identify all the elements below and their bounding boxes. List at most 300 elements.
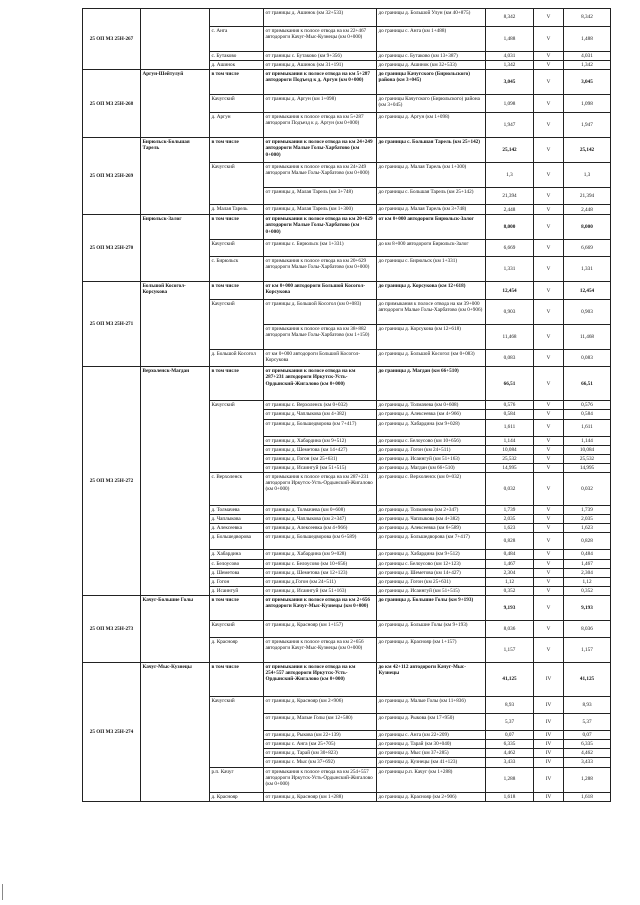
settlement-cell: д. Аргун (210, 113, 264, 138)
length-total-cell: 8,342 (564, 9, 611, 27)
segment-start-cell: от границы д.Гогон (км 24+511) (264, 577, 377, 586)
segment-end-cell: до границы д. Аргун (км 1+098) (377, 113, 486, 138)
segment-start-cell: от примыкания к полосе отвода на км 2+656 автодороги Качуг-Мыс-Кузнецы (км 0+000) (264, 596, 377, 621)
segment-start-cell: от границы д. Малые Голы (км 12+580) (264, 714, 377, 731)
settlement-cell (210, 9, 264, 27)
segment-start-cell: от примыкания к полосе отвода на км 20+629 автодороги Малые Голы-Харбатово (км 0+000) (264, 215, 377, 240)
settlement-cell: д. Малая Тарель (210, 205, 264, 215)
segment-start-cell: от границы с. Бутаково (км 9+356) (264, 52, 377, 61)
settlement-cell: р.п. Качуг (210, 767, 264, 792)
table-row (83, 282, 611, 300)
segment-start-cell: от примыкания к полосе отвода на км 5+287 автодороги Подъезд к д. Аргун (км 0+000) (264, 113, 377, 138)
road-name-cell: Качуг-Большие Голы (141, 596, 210, 663)
length-total-cell: 3,433 (564, 758, 611, 767)
length-total-cell: 6,335 (564, 740, 611, 749)
segment-start-cell: от границы с. Анга (км 25+705) (264, 740, 377, 749)
settlement-cell: д. Краснояр (210, 792, 264, 801)
settlement-cell: д. Исаингуй (210, 586, 264, 595)
segment-start-cell: от границы д. Чаплыкова (км 4+382) (264, 410, 377, 419)
length-cell: 2,304 (486, 568, 534, 577)
length-cell: 0,083 (486, 350, 534, 367)
table-row (83, 70, 611, 95)
segment-start-cell: от примыкания к полосе отвода на км 38+882 автодороги Малые Голы-Харбатово (км 1+150) (264, 325, 377, 350)
length-total-cell: 0,032 (564, 473, 611, 506)
length-cell: 2,035 (486, 515, 534, 524)
length-total-cell: 25,142 (564, 138, 611, 163)
category-cell: V (534, 524, 564, 533)
segment-start-cell: от примыкания к полосе отвода на км 24+249 автодороги Малые Голы-Харбатово (км 0+000) (264, 163, 377, 188)
settlement-cell: в том числе (210, 70, 264, 95)
length-cell: 12,454 (486, 282, 534, 300)
length-total-cell: 2,035 (564, 515, 611, 524)
length-total-cell: 8,93 (564, 697, 611, 714)
length-cell: 6,335 (486, 740, 534, 749)
length-total-cell: 0,07 (564, 731, 611, 740)
length-total-cell: 1,3 (564, 163, 611, 188)
segment-end-cell: до границы Качугского (Бирюльского) района (км 3+045) (377, 70, 486, 95)
segment-end-cell: до границы д. Рыкова (км 17+950) (377, 714, 486, 731)
document-sheet (82, 8, 610, 802)
length-total-cell: 6,669 (564, 240, 611, 257)
table-body (83, 9, 611, 802)
length-total-cell: 1,157 (564, 638, 611, 663)
length-total-cell: 8,036 (564, 621, 611, 638)
segment-start-cell: от границы д. Шеметова (км 12+123) (264, 568, 377, 577)
road-name-cell: Бирюльск-Залог (141, 215, 210, 282)
road-code-cell: 25 ОП МЗ 25Н-268 (83, 70, 141, 138)
length-cell: 8,93 (486, 697, 534, 714)
length-total-cell: 11,468 (564, 325, 611, 350)
category-cell: IV (534, 663, 564, 697)
segment-start-cell: от границы д. Гогон (км 25+631) (264, 454, 377, 463)
segment-end-cell: до границы д. Большедворова (км 7+417) (377, 533, 486, 550)
road-register-table (82, 8, 611, 802)
segment-end-cell: до границы д. Малая Тарель (км 3+748) (377, 205, 486, 215)
category-cell: IV (534, 792, 564, 801)
length-cell: 3,433 (486, 758, 534, 767)
segment-start-cell: от границы д. Алексеевка (км 4+966) (264, 524, 377, 533)
category-cell: V (534, 300, 564, 325)
length-cell: 21,394 (486, 188, 534, 205)
category-cell: V (534, 586, 564, 595)
segment-start-cell: от границы д. Краснояр (км 1+157) (264, 621, 377, 638)
segment-start-cell: от км 0+000 автодороги Большой Косогол-Корсукова (264, 350, 377, 367)
length-cell: 1,3 (486, 163, 534, 188)
length-total-cell: 1,12 (564, 577, 611, 586)
category-cell: V (534, 257, 564, 282)
length-total-cell: 1,331 (564, 257, 611, 282)
length-cell: 0,576 (486, 401, 534, 410)
length-total-cell: 12,454 (564, 282, 611, 300)
length-cell: 1,488 (486, 27, 534, 52)
category-cell: V (534, 410, 564, 419)
category-cell: IV (534, 758, 564, 767)
category-cell: V (534, 463, 564, 472)
road-name-cell (141, 9, 210, 70)
category-cell: V (534, 282, 564, 300)
length-cell: 0,903 (486, 300, 534, 325)
category-cell: V (534, 401, 564, 410)
length-cell: 5,37 (486, 714, 534, 731)
settlement-cell: в том числе (210, 663, 264, 697)
category-cell: V (534, 52, 564, 61)
segment-start-cell: от примыкания к полосе отвода на км 20+629 автодороги Малые Голы-Харбатово (км 0+000) (264, 257, 377, 282)
length-total-cell: 1,342 (564, 61, 611, 70)
category-cell: V (534, 113, 564, 138)
segment-start-cell: от границы с. Белоусово (км 10+656) (264, 559, 377, 568)
length-cell: 1,947 (486, 113, 534, 138)
category-cell: V (534, 205, 564, 215)
category-cell: IV (534, 740, 564, 749)
length-total-cell: 10,084 (564, 445, 611, 454)
length-cell: 0,032 (486, 473, 534, 506)
settlement-cell: д. Большедворова (210, 533, 264, 550)
road-name-cell: Большой Косогол-Корсукова (141, 282, 210, 367)
segment-start-cell: от границы д. Исаингуй (км 51+515) (264, 463, 377, 472)
length-cell: 1,288 (486, 767, 534, 792)
length-cell: 0,484 (486, 550, 534, 559)
scan-edge-mark (2, 884, 6, 900)
settlement-cell: Качугский (210, 621, 264, 638)
category-cell: V (534, 215, 564, 240)
segment-start-cell: от границы д. Хабардина (км 9+512) (264, 436, 377, 445)
settlement-cell: с. Бирюльск (210, 257, 264, 282)
length-total-cell: 4,462 (564, 749, 611, 758)
segment-start-cell: от примыкания к полосе отвода на км 22+467 автодороги Качуг-Мыс-Кузнецы (км 0+000) (264, 27, 377, 52)
segment-start-cell: от примыкания к полосе отвода на км 254+557 автодороги Иркутск-Усть-Ордынский-Жигалово (км 0+000) (264, 767, 377, 792)
settlement-cell: в том числе (210, 215, 264, 240)
length-cell: 8,036 (486, 621, 534, 638)
settlement-cell: в том числе (210, 596, 264, 621)
length-cell: 1,618 (486, 792, 534, 801)
segment-end-cell: до границы с. Верхоленск (км 0+032) (377, 473, 486, 506)
segment-end-cell: до границы д. Хабардина (км 9+512) (377, 550, 486, 559)
segment-end-cell: до границы д. Корсукова (км 12+618) (377, 282, 486, 300)
length-total-cell: 0,352 (564, 586, 611, 595)
length-total-cell: 5,37 (564, 714, 611, 731)
length-total-cell: 0,903 (564, 300, 611, 325)
road-code-cell: 25 ОП МЗ 25Н-273 (83, 596, 141, 663)
settlement-cell: д. Чаплыкова (210, 515, 264, 524)
segment-end-cell: до границы д. Ашинок (км 32+533) (377, 61, 486, 70)
category-cell: V (534, 27, 564, 52)
length-total-cell: 9,193 (564, 596, 611, 621)
settlement-cell: д. Алексеевка (210, 524, 264, 533)
settlement-cell: Качугский (210, 95, 264, 113)
road-code-cell: 25 ОП МЗ 25Н-274 (83, 663, 141, 802)
settlement-cell: с. Анга (210, 27, 264, 52)
road-code-cell: 25 ОП МЗ 25Н-267 (83, 9, 141, 70)
category-cell: V (534, 559, 564, 568)
category-cell: V (534, 621, 564, 638)
length-cell: 1,467 (486, 559, 534, 568)
segment-start-cell: от примыкания к полосе отвода на км 5+287 автодороги Подъезд к д. Аргун (км 0+000) (264, 70, 377, 95)
length-total-cell: 2,448 (564, 205, 611, 215)
settlement-cell: д. Толмачева (210, 506, 264, 515)
category-cell: V (534, 515, 564, 524)
segment-start-cell: от границы д. Большедворова (км 7+417) (264, 419, 377, 436)
category-cell: V (534, 419, 564, 436)
segment-start-cell: от примыкания к полосе отвода на км 287+231 автодороги Иркутск-Усть-Ордынский-Жигалово (км 0+000) (264, 367, 377, 401)
segment-end-cell: до границы д. Хабардина (км 9+028) (377, 419, 486, 436)
settlement-cell: Качугский (210, 401, 264, 473)
category-cell: IV (534, 714, 564, 731)
length-cell: 9,193 (486, 596, 534, 621)
segment-start-cell: от границы д. Толмачева (км 0+608) (264, 506, 377, 515)
segment-start-cell: от границы д. Малая Тарель (км 3+748) (264, 188, 377, 205)
segment-end-cell: до границы д. Большие Голы (км 9+193) (377, 596, 486, 621)
length-cell: 41,125 (486, 663, 534, 697)
road-code-cell: 25 ОП МЗ 25Н-271 (83, 282, 141, 367)
segment-end-cell: до границы д. Чаплыкова (км 4+382) (377, 515, 486, 524)
segment-start-cell: от примыкания к полосе отвода на км 287+231 автодороги Иркутск-Усть-Ордынский-Жигалово (км 0+000) (264, 473, 377, 506)
segment-end-cell: до границы д. Исаингуй (км 51+515) (377, 586, 486, 595)
settlement-cell: в том числе (210, 282, 264, 300)
category-cell: IV (534, 697, 564, 714)
segment-start-cell: от границы д. Аргун (км 1+098) (264, 95, 377, 113)
category-cell: V (534, 550, 564, 559)
segment-end-cell: до границы д. Шеметова (км 14+427) (377, 568, 486, 577)
length-total-cell: 1,098 (564, 95, 611, 113)
length-cell: 1,342 (486, 61, 534, 70)
length-total-cell: 0,484 (564, 550, 611, 559)
segment-start-cell: от границы д. Ашинок (км 32+533) (264, 9, 377, 27)
category-cell: V (534, 70, 564, 95)
length-total-cell: 1,618 (564, 792, 611, 801)
category-cell: IV (534, 731, 564, 740)
segment-end-cell: до границы д. Малая Тарель (км 1+300) (377, 163, 486, 188)
road-code-cell: 25 ОП МЗ 25Н-270 (83, 215, 141, 282)
length-cell: 10,084 (486, 445, 534, 454)
segment-end-cell: до границы с. Большая Тарель (км 25+142) (377, 188, 486, 205)
length-total-cell: 1,623 (564, 524, 611, 533)
segment-end-cell: до границы с. Анга (км 1+488) (377, 27, 486, 52)
segment-start-cell: от примыкания к полосе отвода на км 24+249 автодороги Малые Голы-Харбатово (км 0+000) (264, 138, 377, 163)
segment-start-cell: от границы д. Краснояр (км 1+288) (264, 792, 377, 801)
length-total-cell: 4,031 (564, 52, 611, 61)
segment-start-cell: от границы д. Исаингуй (км 51+163) (264, 586, 377, 595)
settlement-cell: в том числе (210, 367, 264, 401)
segment-start-cell: от границы д. Хабардина (км 9+028) (264, 550, 377, 559)
segment-start-cell: от примыкания к полосе отвода на км 2+656 автодороги Качуг-Мыс-Кузнецы (км 0+000) (264, 638, 377, 663)
table-row (83, 138, 611, 163)
length-total-cell: 0,083 (564, 350, 611, 367)
length-cell: 0,352 (486, 586, 534, 595)
segment-start-cell: от границы с. Верхоленск (км 0+032) (264, 401, 377, 410)
category-cell: V (534, 95, 564, 113)
segment-end-cell: до примыкания к полосе отвода на км 39+000 автодороги Малые Голы-Харбатово (км 0+906) (377, 300, 486, 325)
road-name-cell: Качуг-Мыс-Кузнецы (141, 663, 210, 802)
category-cell: V (534, 638, 564, 663)
table-row (83, 215, 611, 240)
category-cell: V (534, 240, 564, 257)
road-code-cell: 25 ОП МЗ 25Н-272 (83, 367, 141, 596)
category-cell: V (534, 568, 564, 577)
category-cell: V (534, 577, 564, 586)
length-cell: 3,045 (486, 70, 534, 95)
segment-end-cell: до границы р.п. Качуг (км 1+288) (377, 767, 486, 792)
segment-end-cell: до границы д. Кузнецы (км 41+123) (377, 758, 486, 767)
segment-start-cell: от границы д. Чаплыкова (км 2+347) (264, 515, 377, 524)
segment-end-cell: до границы д. Алексеевка (км 6+589) (377, 524, 486, 533)
settlement-cell: с. Бутаково (210, 52, 264, 61)
length-total-cell: 1,144 (564, 436, 611, 445)
segment-start-cell: от границы с. Мыс (км 37+692) (264, 758, 377, 767)
segment-start-cell: от границы д. Малая Тарель (км 1+300) (264, 205, 377, 215)
length-total-cell: 1,488 (564, 27, 611, 52)
category-cell: V (534, 61, 564, 70)
road-name-cell: Верхоленск-Магдан (141, 367, 210, 596)
segment-start-cell: от границы д. Рыкова (км 22+139) (264, 731, 377, 740)
length-total-cell: 0,584 (564, 410, 611, 419)
category-cell: V (534, 506, 564, 515)
settlement-cell: д. Хабардина (210, 550, 264, 559)
length-cell: 14,995 (486, 463, 534, 472)
length-total-cell: 21,394 (564, 188, 611, 205)
length-cell: 66,51 (486, 367, 534, 401)
length-cell: 1,611 (486, 419, 534, 436)
segment-end-cell: от км 0+000 автодороги Бирюльск-Залог (377, 215, 486, 240)
settlement-cell: д. Гогон (210, 577, 264, 586)
length-cell: 0,828 (486, 533, 534, 550)
category-cell: IV (534, 749, 564, 758)
segment-start-cell: от примыкания к полосе отвода на км 254+557 автодороги Иркутск-Усть-Ордынский-Жигалово (км 0+000) (264, 663, 377, 697)
road-code-cell: 25 ОП МЗ 25Н-269 (83, 138, 141, 215)
segment-end-cell: до границы д. Мыс (км 37+285) (377, 749, 486, 758)
segment-end-cell: до км 42+112 автодороги Качуг-Мыс-Кузнецы (377, 663, 486, 697)
segment-end-cell: до границы с. Бутаково (км 13+387) (377, 52, 486, 61)
segment-end-cell: до км 8+000 автодороги Бирюльск-Залог (377, 240, 486, 257)
length-cell: 25,532 (486, 454, 534, 463)
segment-end-cell: до границы д. Краснояр (км 1+157) (377, 638, 486, 663)
segment-end-cell: до границы с. Белоусово (км 12+123) (377, 559, 486, 568)
settlement-cell: в том числе (210, 138, 264, 163)
length-cell: 2,448 (486, 205, 534, 215)
segment-end-cell: до границы д. Большой Улун (км 40+875) (377, 9, 486, 27)
category-cell: V (534, 454, 564, 463)
segment-end-cell: до границы д. Магдан (км 66+510) (377, 463, 486, 472)
table-row (83, 663, 611, 697)
length-cell: 8,342 (486, 9, 534, 27)
length-cell: 0,584 (486, 410, 534, 419)
length-cell: 4,462 (486, 749, 534, 758)
length-total-cell: 1,467 (564, 559, 611, 568)
length-total-cell: 14,995 (564, 463, 611, 472)
length-cell: 1,739 (486, 506, 534, 515)
length-cell: 8,000 (486, 215, 534, 240)
segment-end-cell: до границы д. Корсукова (км 12+618) (377, 325, 486, 350)
length-total-cell: 0,828 (564, 533, 611, 550)
segment-end-cell: до границы с. Бирюльск (км 1+331) (377, 257, 486, 282)
settlement-cell: д. Большой Косогол (210, 350, 264, 367)
segment-start-cell: от границы д. Большой Косогол (км 0+083) (264, 300, 377, 325)
segment-end-cell: до границы с. Белоусово (км 10+656) (377, 436, 486, 445)
category-cell: V (534, 596, 564, 621)
segment-end-cell: до границы д. Толмачева (км 0+608) (377, 401, 486, 410)
table-row (83, 367, 611, 401)
category-cell: V (534, 367, 564, 401)
length-cell: 1,623 (486, 524, 534, 533)
length-cell: 25,142 (486, 138, 534, 163)
table-row (83, 9, 611, 27)
category-cell: IV (534, 767, 564, 792)
segment-end-cell: до границы с. Анга (км 22+209) (377, 731, 486, 740)
settlement-cell: Качугский (210, 163, 264, 205)
length-total-cell: 41,125 (564, 663, 611, 697)
length-cell: 4,031 (486, 52, 534, 61)
category-cell: V (534, 533, 564, 550)
settlement-cell: с. Белоусово (210, 559, 264, 568)
segment-start-cell: от км 0+000 автодороги Большой Косогол-Корсукова (264, 282, 377, 300)
segment-end-cell: до границы д. Магдан (км 66+510) (377, 367, 486, 401)
length-total-cell: 1,611 (564, 419, 611, 436)
segment-end-cell: до границы д. Большой Косогол (км 0+083) (377, 350, 486, 367)
segment-end-cell: до границы с. Большая Тарель (км 25+142) (377, 138, 486, 163)
segment-start-cell: от границы д. Краснояр (км 2+906) (264, 697, 377, 714)
segment-end-cell: до границы д. Тарай (км 30+040) (377, 740, 486, 749)
settlement-cell: д. Шеметова (210, 568, 264, 577)
length-cell: 1,157 (486, 638, 534, 663)
segment-start-cell: от границы д. Шеметова (км 14+427) (264, 445, 377, 454)
length-total-cell: 3,045 (564, 70, 611, 95)
road-name-cell: Аргун-Шейтулуй (141, 70, 210, 138)
length-cell: 1,331 (486, 257, 534, 282)
category-cell: V (534, 445, 564, 454)
segment-start-cell: от границы д. Ашинок (км 31+191) (264, 61, 377, 70)
category-cell: V (534, 473, 564, 506)
length-total-cell: 1,739 (564, 506, 611, 515)
length-total-cell: 25,532 (564, 454, 611, 463)
settlement-cell: Качугский (210, 300, 264, 350)
segment-end-cell: до границы д. Толмачева (км 2+347) (377, 506, 486, 515)
settlement-cell: д. Краснояр (210, 638, 264, 663)
road-name-cell: Бирюльск-Большая Тарель (141, 138, 210, 215)
length-total-cell: 1,288 (564, 767, 611, 792)
length-total-cell: 0,576 (564, 401, 611, 410)
category-cell: V (534, 350, 564, 367)
settlement-cell: с. Верхоленск (210, 473, 264, 506)
category-cell: V (534, 138, 564, 163)
length-cell: 1,12 (486, 577, 534, 586)
length-total-cell: 2,304 (564, 568, 611, 577)
segment-start-cell: от границы с. Бирюльск (км 1+331) (264, 240, 377, 257)
length-total-cell: 8,000 (564, 215, 611, 240)
table-row (83, 596, 611, 621)
length-cell: 1,144 (486, 436, 534, 445)
length-cell: 6,669 (486, 240, 534, 257)
length-total-cell: 1,947 (564, 113, 611, 138)
settlement-cell: Качугский (210, 697, 264, 768)
segment-end-cell: до границы Качугского (Бирюльского) района (км 3+045) (377, 95, 486, 113)
length-total-cell: 66,51 (564, 367, 611, 401)
length-cell: 1,098 (486, 95, 534, 113)
segment-end-cell: до границы д. Большие Голы (км 9+193) (377, 621, 486, 638)
segment-start-cell: от границы д. Тарай (км 30+823) (264, 749, 377, 758)
category-cell: V (534, 188, 564, 205)
settlement-cell: д. Ашинок (210, 61, 264, 70)
length-cell: 0,07 (486, 731, 534, 740)
segment-end-cell: до границы д. Гогон (км 25+631) (377, 577, 486, 586)
category-cell: V (534, 163, 564, 188)
category-cell: V (534, 436, 564, 445)
segment-end-cell: до границы д. Исаингуй (км 51+163) (377, 454, 486, 463)
segment-end-cell: до границы д. Малые Голы (км 11+836) (377, 697, 486, 714)
category-cell: V (534, 9, 564, 27)
length-cell: 11,468 (486, 325, 534, 350)
segment-start-cell: от границы д. Большедворова (км 6+589) (264, 533, 377, 550)
settlement-cell: Качугский (210, 240, 264, 257)
category-cell: V (534, 325, 564, 350)
